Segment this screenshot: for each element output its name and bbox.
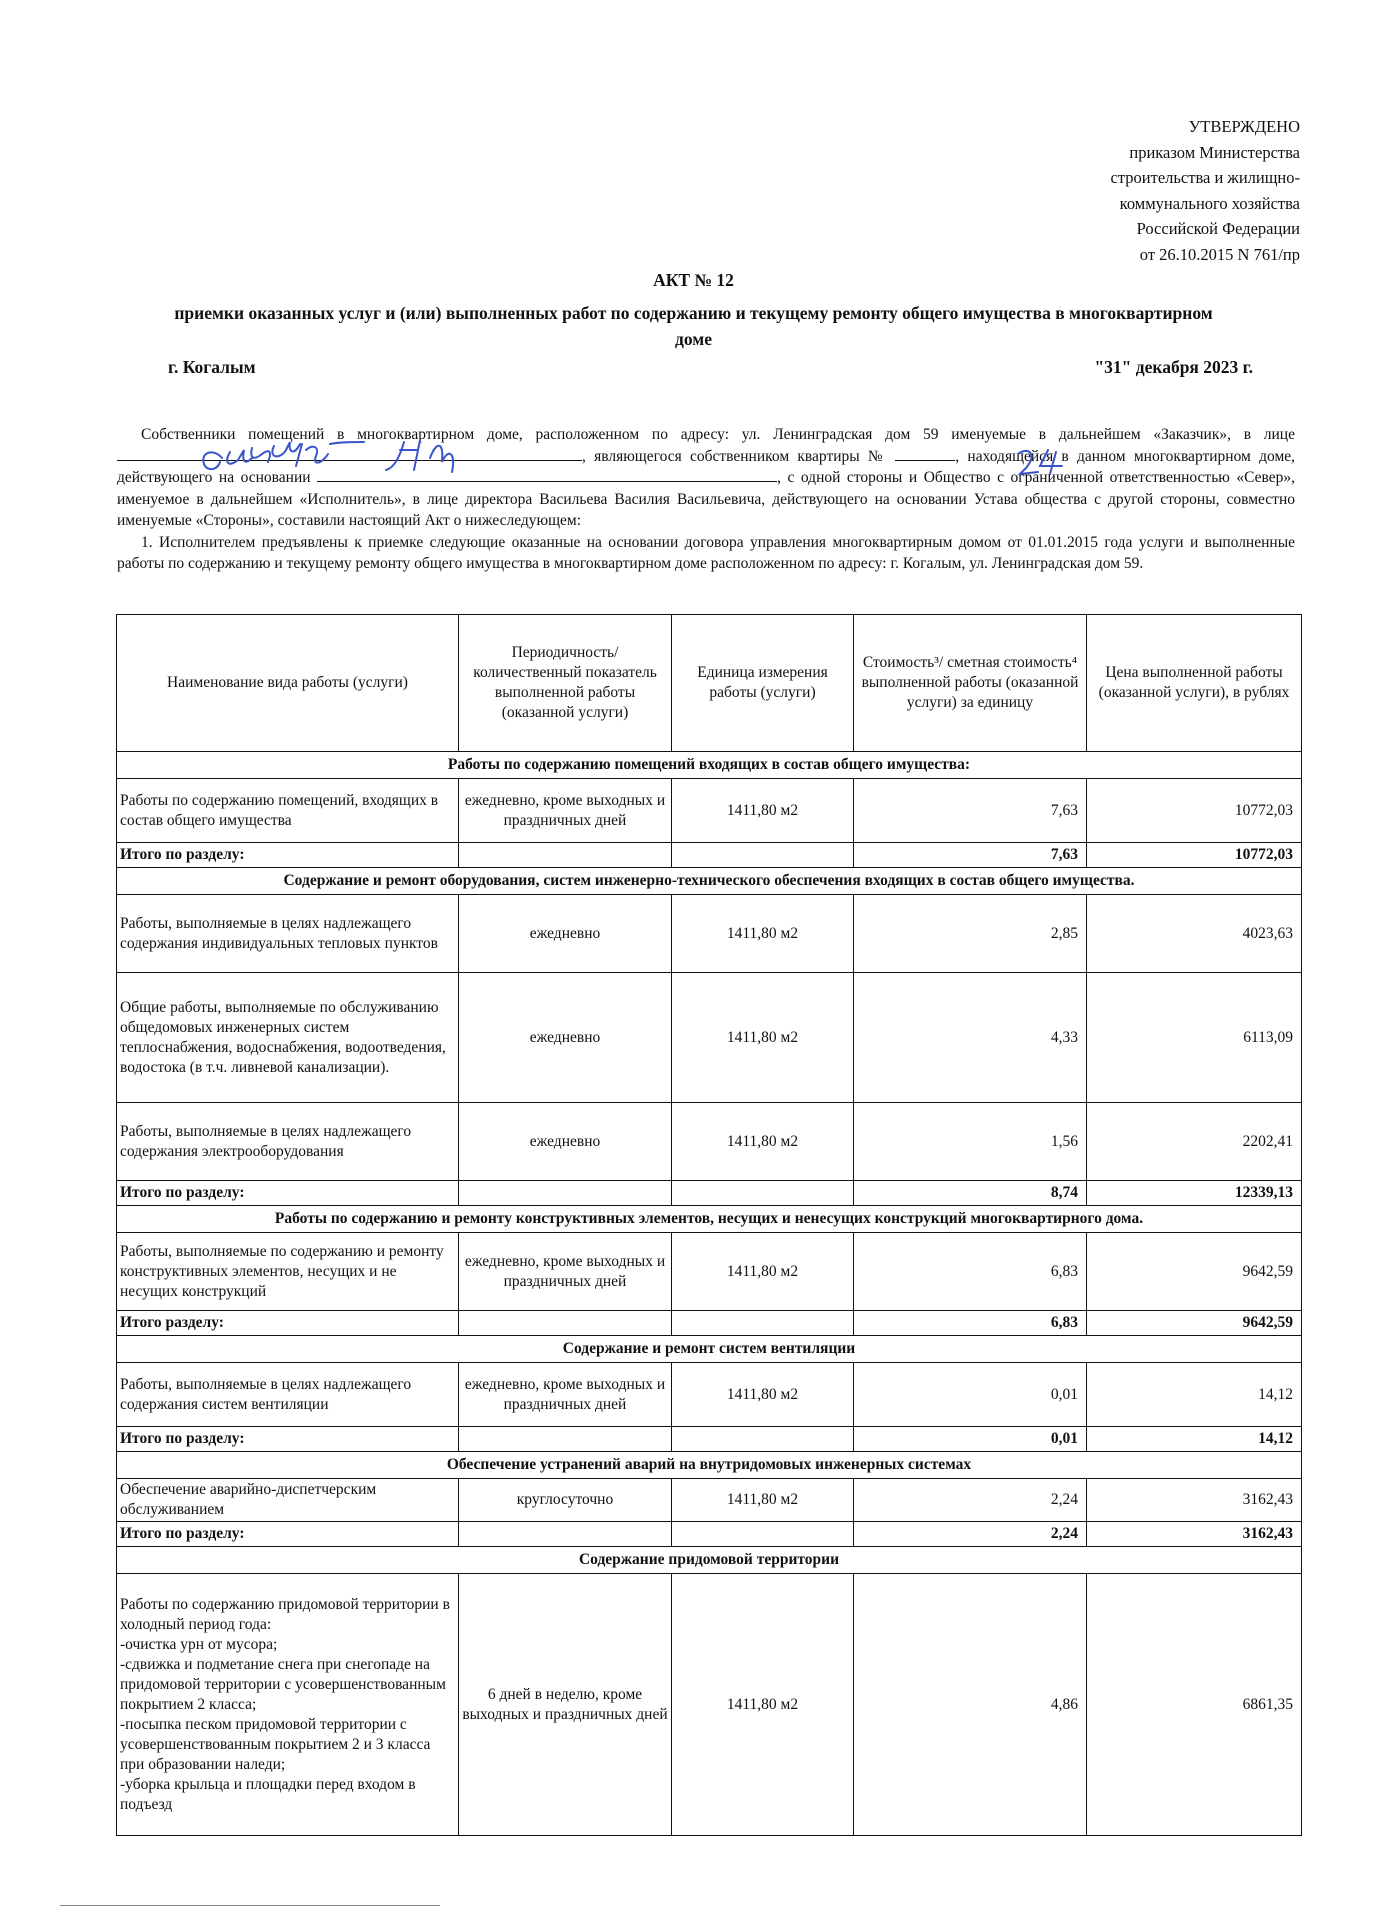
basis-blank — [317, 467, 777, 482]
representative-blank — [117, 446, 582, 461]
section-title: Содержание придомовой территории — [117, 1547, 1302, 1574]
table-body — [117, 752, 1302, 1836]
total-empty-period — [459, 1427, 672, 1452]
total-empty-unit — [672, 1181, 854, 1206]
table-row — [117, 973, 1302, 1103]
intro-paragraph-1 — [117, 424, 1295, 532]
price-cell: 6861,35 — [1087, 1574, 1302, 1836]
price-cell: 9642,59 — [1087, 1233, 1302, 1311]
section-total-row — [117, 1427, 1302, 1452]
act-city: г. Когалым — [168, 357, 256, 377]
header-period: Периодичность/ количественный показатель выполненной работы (оказанной услуги) — [459, 615, 672, 752]
work-name-cell: Общие работы, выполняемые по обслуживанию общедомовых инженерных систем теплоснабжения, водоснабжения, водоотведения, водостока (в т.ч. ливневой канализации). — [117, 973, 459, 1103]
total-empty-period — [459, 1522, 672, 1547]
total-price: 3162,43 — [1087, 1522, 1302, 1547]
total-label: Итого по разделу: — [117, 1522, 459, 1547]
table-row — [117, 1479, 1302, 1522]
act-subtitle: приемки оказанных услуг и (или) выполненных работ по содержанию и текущему ремонту общего имущества в многоквартирном доме — [174, 303, 1213, 349]
approval-block — [1040, 114, 1300, 267]
unit-cost-cell: 4,33 — [854, 973, 1087, 1103]
total-price: 12339,13 — [1087, 1181, 1302, 1206]
unit-cell: 1411,80 м2 — [672, 1479, 854, 1522]
unit-cell: 1411,80 м2 — [672, 1363, 854, 1427]
unit-cost-cell: 4,86 — [854, 1574, 1087, 1836]
unit-cell: 1411,80 м2 — [672, 895, 854, 973]
approval-line: приказом Министерства — [1129, 142, 1300, 162]
section-title-row — [117, 1547, 1302, 1574]
period-cell: ежедневно, кроме выходных и праздничных дней — [459, 1233, 672, 1311]
total-cost: 6,83 — [854, 1311, 1087, 1336]
total-empty-unit — [672, 1427, 854, 1452]
total-empty-unit — [672, 843, 854, 868]
section-total-row — [117, 1522, 1302, 1547]
period-cell: ежедневно — [459, 973, 672, 1103]
act-number: АКТ № 12 — [653, 270, 734, 290]
approval-line: УТВЕРЖДЕНО — [1188, 117, 1300, 136]
header-price: Цена выполненной работы (оказанной услуги), в рублях — [1087, 615, 1302, 752]
intro-text-a: Собственники помещений в многоквартирном доме, расположенном по адресу: ул. Ленинградская дом 59 именуемые в дальнейшем «Заказчик», в лице — [141, 426, 1295, 443]
section-title-row — [117, 1336, 1302, 1363]
total-cost: 8,74 — [854, 1181, 1087, 1206]
total-label: Итого по разделу: — [117, 843, 459, 868]
price-cell: 6113,09 — [1087, 973, 1302, 1103]
intro-paragraph-2: 1. Исполнителем предъявлены к приемке следующие оказанные на основании договора управления многоквартирным домом от 01.01.2015 года услуги и выполненные работы по содержанию и текущему ремонту общего имущества в многоквартирном доме расположенном по адресу: г. Когалым, ул. Ленинградская дом 59. — [117, 533, 1295, 572]
section-title-row — [117, 1206, 1302, 1233]
header-cost: Стоимость³/ сметная стоимость⁴ выполненной работы (оказанной услуги) за единицу — [854, 615, 1087, 752]
unit-cell: 1411,80 м2 — [672, 1103, 854, 1181]
table-row — [117, 779, 1302, 843]
section-title: Работы по содержанию помещений входящих в состав общего имущества: — [117, 752, 1302, 779]
total-empty-period — [459, 843, 672, 868]
unit-cell: 1411,80 м2 — [672, 1233, 854, 1311]
approval-line: строительства и жилищно- — [1110, 168, 1300, 187]
total-cost: 7,63 — [854, 843, 1087, 868]
price-cell: 14,12 — [1087, 1363, 1302, 1427]
unit-cost-cell: 1,56 — [854, 1103, 1087, 1181]
section-total-row — [117, 1311, 1302, 1336]
table-header-row — [117, 615, 1302, 752]
period-cell: 6 дней в неделю, кроме выходных и праздничных дней — [459, 1574, 672, 1836]
intro-text-b: , являющегося собственником квартиры № — [582, 447, 888, 465]
total-empty-period — [459, 1311, 672, 1336]
unit-cost-cell: 7,63 — [854, 779, 1087, 843]
unit-cost-cell: 0,01 — [854, 1363, 1087, 1427]
unit-cost-cell: 2,85 — [854, 895, 1087, 973]
period-cell: круглосуточно — [459, 1479, 672, 1522]
section-title-row — [117, 1452, 1302, 1479]
unit-cell: 1411,80 м2 — [672, 1574, 854, 1836]
section-title: Работы по содержанию и ремонту конструктивных элементов, несущих и ненесущих конструкций многоквартирного дома. — [117, 1206, 1302, 1233]
section-title: Содержание и ремонт оборудования, систем инженерно-технического обеспечения входящих в состав общего имущества. — [117, 868, 1302, 895]
period-cell: ежедневно, кроме выходных и праздничных дней — [459, 1363, 672, 1427]
total-cost: 0,01 — [854, 1427, 1087, 1452]
apartment-blank — [895, 446, 955, 461]
header-unit: Единица измерения работы (услуги) — [672, 615, 854, 752]
work-name-cell: Работы по содержанию помещений, входящих в состав общего имущества — [117, 779, 459, 843]
total-empty-period — [459, 1181, 672, 1206]
work-name-cell: Работы, выполняемые в целях надлежащего содержания электрооборудования — [117, 1103, 459, 1181]
section-title-row — [117, 868, 1302, 895]
approval-line: от 26.10.2015 N 761/пр — [1139, 244, 1300, 264]
total-cost: 2,24 — [854, 1522, 1087, 1547]
intro-text-d: , с одной стороны и Общество с ограниченной ответственностью «Север», именуемое в дальнейшем «Исполнитель», в лице директора Васильева Василия Васильевича, действующего на основании Устава общества с другой стороны, совместно именуемые «Стороны», составили настоящий Акт о нижеследующем: — [117, 469, 1296, 529]
section-total-row — [117, 1181, 1302, 1206]
total-label: Итого по разделу: — [117, 1427, 459, 1452]
intro-text-c: , находящейся в данном многоквартирном доме, действующего на основании — [117, 447, 1296, 486]
header-name: Наименование вида работы (услуги) — [117, 615, 459, 752]
work-name-cell: Работы, выполняемые в целях надлежащего содержания систем вентиляции — [117, 1363, 459, 1427]
unit-cost-cell: 6,83 — [854, 1233, 1087, 1311]
period-cell: ежедневно — [459, 895, 672, 973]
total-empty-unit — [672, 1311, 854, 1336]
table-row — [117, 895, 1302, 973]
total-price: 10772,03 — [1087, 843, 1302, 868]
work-name-cell: Работы, выполняемые по содержанию и ремонту конструктивных элементов, несущих и не несущих конструкций — [117, 1233, 459, 1311]
work-name-cell: Работы по содержанию придомовой территории в холодный период года: -очистка урн от мусора; -сдвижка и подметание снега при снегопаде на придомовой территории с усовершенствованным покрытием 2 класса; -посыпка песком придомовой территории с усовершенствованным покрытием 2 и 3 класса при образовании наледи; -уборка крыльца и площадки перед входом в подъезд — [117, 1574, 459, 1836]
act-date: "31" декабря 2023 г. — [1094, 357, 1253, 377]
total-price: 9642,59 — [1087, 1311, 1302, 1336]
period-cell: ежедневно, кроме выходных и праздничных дней — [459, 779, 672, 843]
unit-cell: 1411,80 м2 — [672, 973, 854, 1103]
total-empty-unit — [672, 1522, 854, 1547]
approval-line: коммунального хозяйства — [1119, 193, 1300, 213]
handwritten-apartment-number — [1010, 446, 1080, 476]
work-name-cell: Обеспечение аварийно-диспетчерским обслуживанием — [117, 1479, 459, 1522]
unit-cell: 1411,80 м2 — [672, 779, 854, 843]
table-row — [117, 1233, 1302, 1311]
approval-line: Российской Федерации — [1136, 219, 1300, 238]
table-row — [117, 1574, 1302, 1836]
price-cell: 10772,03 — [1087, 779, 1302, 843]
section-total-row — [117, 843, 1302, 868]
works-table — [116, 614, 1302, 1836]
price-cell: 4023,63 — [1087, 895, 1302, 973]
work-name-cell: Работы, выполняемые в целях надлежащего содержания индивидуальных тепловых пунктов — [117, 895, 459, 973]
total-label: Итого разделу: — [117, 1311, 459, 1336]
unit-cost-cell: 2,24 — [854, 1479, 1087, 1522]
section-title: Содержание и ремонт систем вентиляции — [117, 1336, 1302, 1363]
total-label: Итого по разделу: — [117, 1181, 459, 1206]
period-cell: ежедневно — [459, 1103, 672, 1181]
section-title-row — [117, 752, 1302, 779]
table-row — [117, 1363, 1302, 1427]
footnote-divider — [60, 1905, 440, 1906]
section-title: Обеспечение устранений аварий на внутридомовых инженерных системах — [117, 1452, 1302, 1479]
intro-text — [117, 424, 1295, 575]
total-price: 14,12 — [1087, 1427, 1302, 1452]
price-cell: 2202,41 — [1087, 1103, 1302, 1181]
table-row — [117, 1103, 1302, 1181]
price-cell: 3162,43 — [1087, 1479, 1302, 1522]
